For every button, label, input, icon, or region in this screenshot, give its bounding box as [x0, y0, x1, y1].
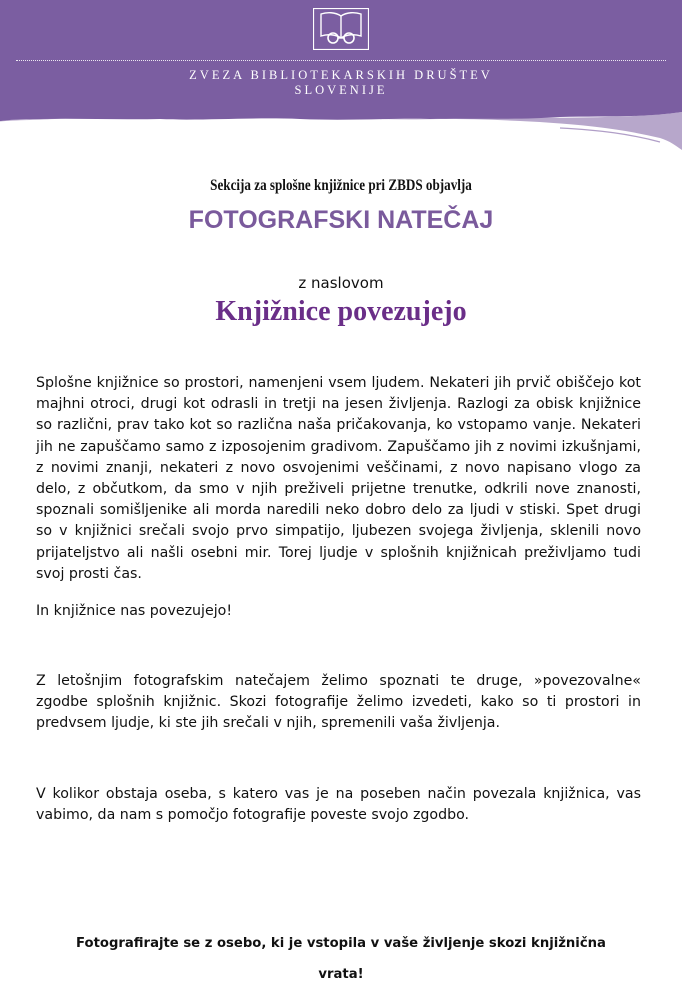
body-paragraph-goal: Z letošnjim fotografskim natečajem želimo spoznati te druge, »povezovalne« zgodbe splošnih knjižnic. Skozi fotografije želimo izvedeti, kako so ti prostori in predvsem ljudje, ki ste jih srečali v njih, spremenili vaša življenja.	[36, 673, 641, 732]
body-paragraph-intro: Splošne knjižnice so prostori, namenjeni vsem ljudem. Nekateri jih prvič obiščejo kot majhni otroci, drugi kot odrasli in tretji na jesen življenja. Razlogi za obisk knjižnice so različni, prav tako kot so različna naša pričakovanja, ko vstopamo vanje. Nekateri jih ne zapuščamo samo z izposojenim gradivom. Zapuščamo jih z novimi izkušnjami, z novimi znanji, nekateri z novo osvojenimi veščinami, z novo napisano vlogo za delo, z občutkom, da smo v njih preživeli prijetne trenutke, odkrili nove znanosti, spoznali somišljenike ali morda naredili neko dobro delo za ljudi v stiski. Spet drugi so v knjižnici srečali svojo prvo simpatijo, ljubezen svojega življenja, sklenili novo prijateljstvo ali našli osebni mir. Torej ljudje v splošnih knjižnicah preživljamo tudi svoj prosti čas.	[36, 375, 641, 582]
open-book-glasses-icon	[313, 8, 369, 50]
body-paragraph-tagline: In knjižnice nas povezujejo!	[36, 603, 233, 619]
body-paragraph-invitation: V kolikor obstaja oseba, s katero vas je na poseben način povezala knjižnica, vas vabimo, da nam s pomočjo fotografije poveste svojo zgodbo.	[36, 786, 641, 824]
org-name-line1: ZVEZA BIBLIOTEKARSKIH DRUŠTEV	[189, 68, 493, 82]
org-name-line2: SLOVENIJE	[294, 83, 388, 97]
subtitle-intro: z naslovom	[298, 274, 384, 292]
section-announcement: Sekcija za splošne knjižnice pri ZBDS objavlja	[210, 177, 472, 194]
header-dotted-divider	[16, 60, 666, 61]
contest-title: Knjižnice povezujejo	[215, 296, 467, 327]
header-banner	[0, 0, 682, 160]
page-title: FOTOGRAFSKI NATEČAJ	[188, 206, 494, 234]
closing-call-to-action: Fotografirajte se z osebo, ki je vstopila v vaše življenje skozi knjižnična vrata!	[76, 936, 606, 982]
